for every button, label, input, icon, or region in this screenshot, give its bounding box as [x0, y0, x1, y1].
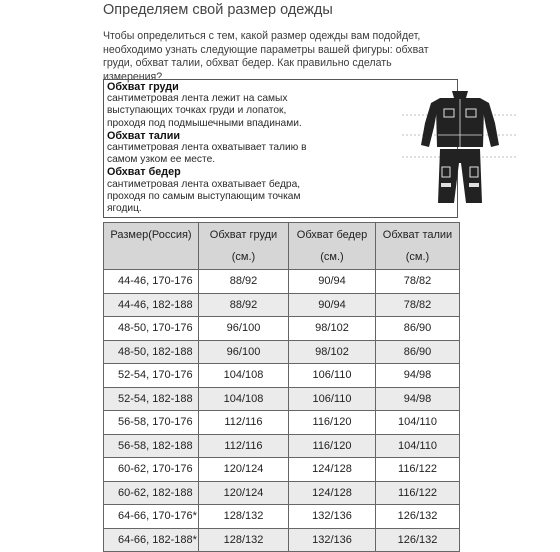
waist-cell: 78/82	[376, 293, 460, 317]
size-cell: 60-62, 170-176	[104, 458, 199, 482]
hips-cell: 98/102	[289, 317, 376, 341]
table-row	[104, 528, 460, 552]
hips-cell: 132/136	[289, 528, 376, 552]
intro-text: Чтобы определиться с тем, какой размер одежды вам подойдет, необходимо узнать следующие параметры вашей фигуры: обхват груди, обхват талии, обхват бедер. Как правильно сделать измерения?	[103, 30, 429, 83]
size-cell: 52-54, 182-188	[104, 387, 199, 411]
measurement-text-block	[107, 81, 307, 215]
waist-cell: 104/110	[376, 411, 460, 435]
header-waist: Обхват талии (см.)	[376, 223, 460, 270]
header-hips: Обхват бедер (см.)	[289, 223, 376, 270]
size-cell: 44-46, 170-176	[104, 270, 199, 294]
table-row	[104, 293, 460, 317]
waist-cell: 116/122	[376, 481, 460, 505]
table-row	[104, 364, 460, 388]
chest-heading: Обхват груди	[107, 81, 179, 93]
hips-cell: 90/94	[289, 293, 376, 317]
chest-cell: 96/100	[199, 317, 289, 341]
hips-cell: 116/120	[289, 411, 376, 435]
size-cell: 48-50, 170-176	[104, 317, 199, 341]
table-row	[104, 434, 460, 458]
hips-cell: 116/120	[289, 434, 376, 458]
waist-description: сантиметровая лента охватывает талию в самом узком ее месте.	[107, 142, 307, 166]
hips-cell: 106/110	[289, 364, 376, 388]
table-header-row	[104, 223, 460, 270]
header-chest: Обхват груди (см.)	[199, 223, 289, 270]
hips-cell: 106/110	[289, 387, 376, 411]
size-cell: 64-66, 170-176*	[104, 505, 199, 529]
chest-cell: 120/124	[199, 481, 289, 505]
waist-cell: 78/82	[376, 270, 460, 294]
size-cell: 52-54, 170-176	[104, 364, 199, 388]
chest-cell: 88/92	[199, 293, 289, 317]
size-cell: 64-66, 182-188*	[104, 528, 199, 552]
chest-cell: 96/100	[199, 340, 289, 364]
hips-heading: Обхват бедер	[107, 166, 181, 179]
waist-cell: 94/98	[376, 364, 460, 388]
hips-cell: 132/136	[289, 505, 376, 529]
table-row	[104, 481, 460, 505]
size-cell: 56-58, 170-176	[104, 411, 199, 435]
chest-cell: 128/132	[199, 505, 289, 529]
size-chart-table	[103, 222, 460, 552]
measurement-instructions	[103, 79, 458, 218]
table-row	[104, 340, 460, 364]
waist-cell: 86/90	[376, 340, 460, 364]
size-cell: 48-50, 182-188	[104, 340, 199, 364]
hips-description: сантиметровая лента охватывает бедра, проходя по самым выступающим точкам ягодиц.	[107, 178, 301, 215]
waist-cell: 86/90	[376, 317, 460, 341]
waist-heading: Обхват талии	[107, 129, 181, 142]
suit-measurement-icon	[400, 85, 520, 210]
hips-cell: 124/128	[289, 458, 376, 482]
table-row	[104, 458, 460, 482]
waist-cell: 126/132	[376, 528, 460, 552]
table-row	[104, 317, 460, 341]
table-row	[104, 505, 460, 529]
hips-cell: 98/102	[289, 340, 376, 364]
chest-cell: 104/108	[199, 364, 289, 388]
chest-cell: 112/116	[199, 411, 289, 435]
size-cell: 56-58, 182-188	[104, 434, 199, 458]
chest-cell: 128/132	[199, 528, 289, 552]
hips-cell: 124/128	[289, 481, 376, 505]
table-row	[104, 270, 460, 294]
header-size: Размер(Россия)	[104, 223, 199, 270]
chest-cell: 112/116	[199, 434, 289, 458]
chest-cell: 88/92	[199, 270, 289, 294]
table-row	[104, 387, 460, 411]
size-cell: 44-46, 182-188	[104, 293, 199, 317]
size-cell: 60-62, 182-188	[104, 481, 199, 505]
chest-cell: 104/108	[199, 387, 289, 411]
chest-description: сантиметровая лента лежит на самых выступающих точках груди и лопаток, проходя под подмышечными впадинами.	[107, 93, 302, 129]
page-title: Определяем свой размер одежды	[103, 2, 333, 18]
table-row	[104, 411, 460, 435]
waist-cell: 94/98	[376, 387, 460, 411]
hips-cell: 90/94	[289, 270, 376, 294]
waist-cell: 104/110	[376, 434, 460, 458]
waist-cell: 116/122	[376, 458, 460, 482]
chest-cell: 120/124	[199, 458, 289, 482]
waist-cell: 126/132	[376, 505, 460, 529]
